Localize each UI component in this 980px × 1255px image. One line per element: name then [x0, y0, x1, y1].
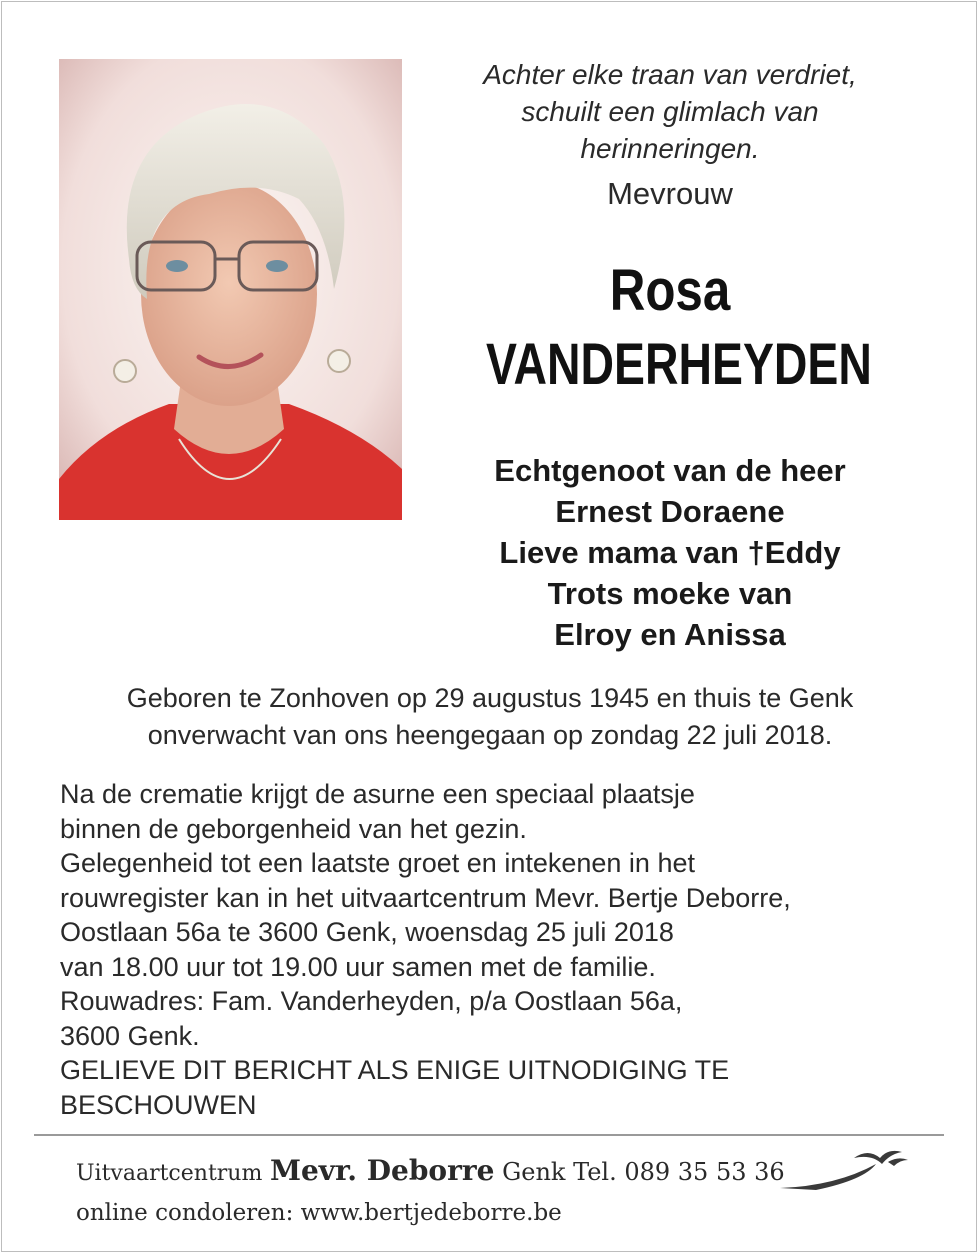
deceased-name — [440, 254, 900, 402]
first-name: Rosa — [609, 258, 731, 323]
detail-line: GELIEVE DIT BERICHT ALS ENIGE UITNODIGING TE — [60, 1055, 730, 1085]
condolence-link[interactable]: online condoleren: www.bertjedeborre.be — [76, 1200, 562, 1226]
detail-line: Gelegenheid tot een laatste groet en intekenen in het — [60, 848, 695, 878]
detail-line: van 18.00 uur tot 19.00 uur samen met de familie. — [60, 951, 656, 982]
ceremony-details — [60, 777, 940, 1122]
detail-line: 3600 Genk. — [60, 1020, 200, 1051]
funeral-home-phone: Genk Tel. 089 35 53 36 — [502, 1158, 785, 1186]
family-relations — [440, 450, 900, 655]
footer-divider — [34, 1134, 944, 1136]
detail-line: Oostlaan 56a te 3600 Genk, woensdag 25 juli 2018 — [60, 917, 674, 947]
relation-line: Lieve mama van †Eddy — [499, 535, 841, 570]
relation-line: Echtgenoot van de heer — [494, 453, 846, 488]
detail-line: binnen de geborgenheid van het gezin. — [60, 813, 527, 844]
born-line: Geboren te Zonhoven op 29 augustus 1945 en thuis te Genk — [126, 683, 854, 713]
portrait-illustration — [59, 59, 402, 520]
detail-line: rouwregister kan in het uitvaartcentrum Mevr. Bertje Deborre, — [60, 882, 791, 913]
funeral-home-contact — [76, 1151, 796, 1194]
memorial-verse — [440, 56, 900, 167]
verse-line: Achter elke traan van verdriet, — [483, 59, 857, 90]
detail-line: Rouwadres: Fam. Vanderheyden, p/a Oostlaan 56a, — [60, 986, 683, 1016]
detail-line: BESCHOUWEN — [60, 1089, 257, 1120]
born-line: onverwacht van ons heengegaan op zondag 22 juli 2018. — [147, 720, 833, 750]
birth-death-statement — [40, 680, 940, 754]
last-name: VANDERHEYDEN — [486, 332, 872, 397]
funeral-home-brand: Mevr. Deborre — [269, 1154, 495, 1187]
salutation: Mevrouw — [607, 176, 733, 211]
detail-line: Na de crematie krijgt de asurne een speciaal plaatsje — [60, 779, 695, 809]
portrait-photo — [59, 59, 402, 520]
funeral-home-footer — [76, 1151, 796, 1232]
funeral-home-label: Uitvaartcentrum — [76, 1161, 263, 1186]
verse-line: herinneringen. — [580, 133, 760, 164]
relation-line: Elroy en Anissa — [554, 617, 786, 652]
relation-line: Trots moeke van — [547, 576, 793, 611]
verse-line: schuilt een glimlach van — [521, 96, 819, 127]
bird-logo-icon — [776, 1142, 916, 1194]
relation-line: Ernest Doraene — [555, 494, 785, 529]
